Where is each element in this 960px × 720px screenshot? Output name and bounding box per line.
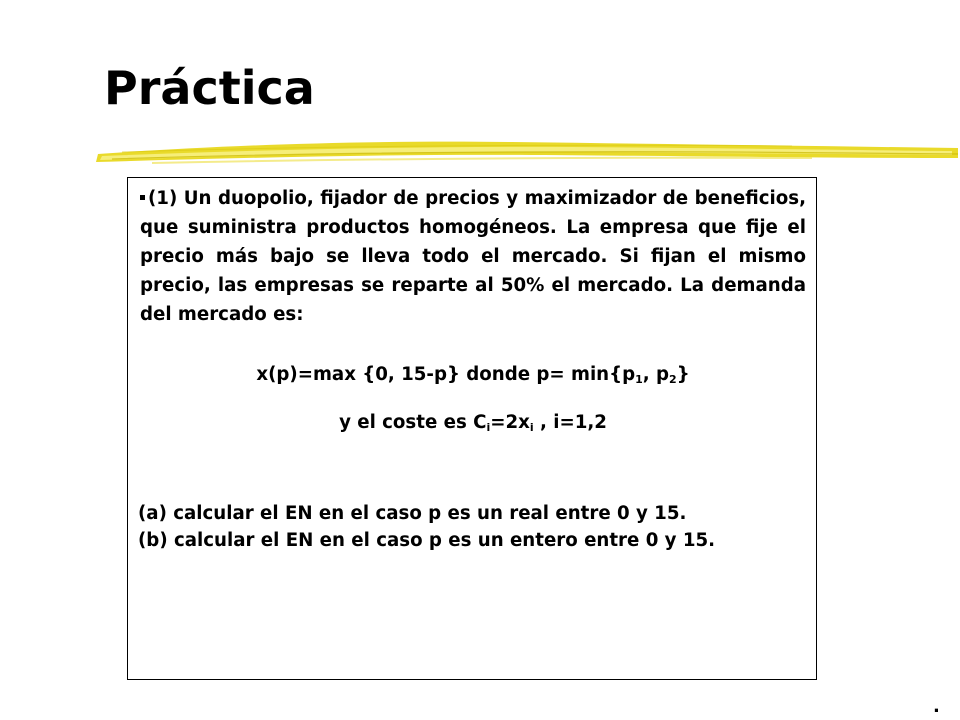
problem-content-box (127, 177, 817, 680)
slide-title: Práctica (104, 61, 315, 115)
cost-equation (128, 410, 818, 436)
cost-equation-end: , i=1,2 (533, 412, 607, 433)
demand-subscript-1: 1 (635, 373, 643, 386)
demand-equation-mid: , p (642, 364, 670, 385)
problem-intro-text: (1) Un duopolio, fijador de precios y maximizador de beneficios, que suministra productos homogéneos. La empresa que fije el precio más bajo se lleva todo el mercado. Si fijan el mismo precio, las empresas se reparte al 50% el mercado. La demanda del mercado es: (140, 188, 806, 325)
title-underline-brushstroke (92, 136, 960, 176)
question-b: (b) calcular el EN en el caso p es un entero entre 0 y 15. (138, 530, 716, 551)
footer-mark: . (933, 696, 940, 717)
problem-statement (140, 184, 806, 329)
cost-equation-mid: =2x (490, 412, 530, 433)
square-bullet-icon (140, 195, 145, 200)
demand-equation-main: x(p)=max {0, 15-p} donde p= min{p (256, 364, 636, 385)
question-a: (a) calcular el EN en el caso p es un real entre 0 y 15. (138, 503, 687, 524)
demand-subscript-2: 2 (669, 373, 677, 386)
demand-equation (128, 362, 818, 388)
cost-subscript-x: i (529, 421, 534, 434)
demand-equation-end: } (676, 364, 690, 385)
cost-equation-main: y el coste es C (339, 412, 487, 433)
cost-subscript-c: i (486, 421, 491, 434)
